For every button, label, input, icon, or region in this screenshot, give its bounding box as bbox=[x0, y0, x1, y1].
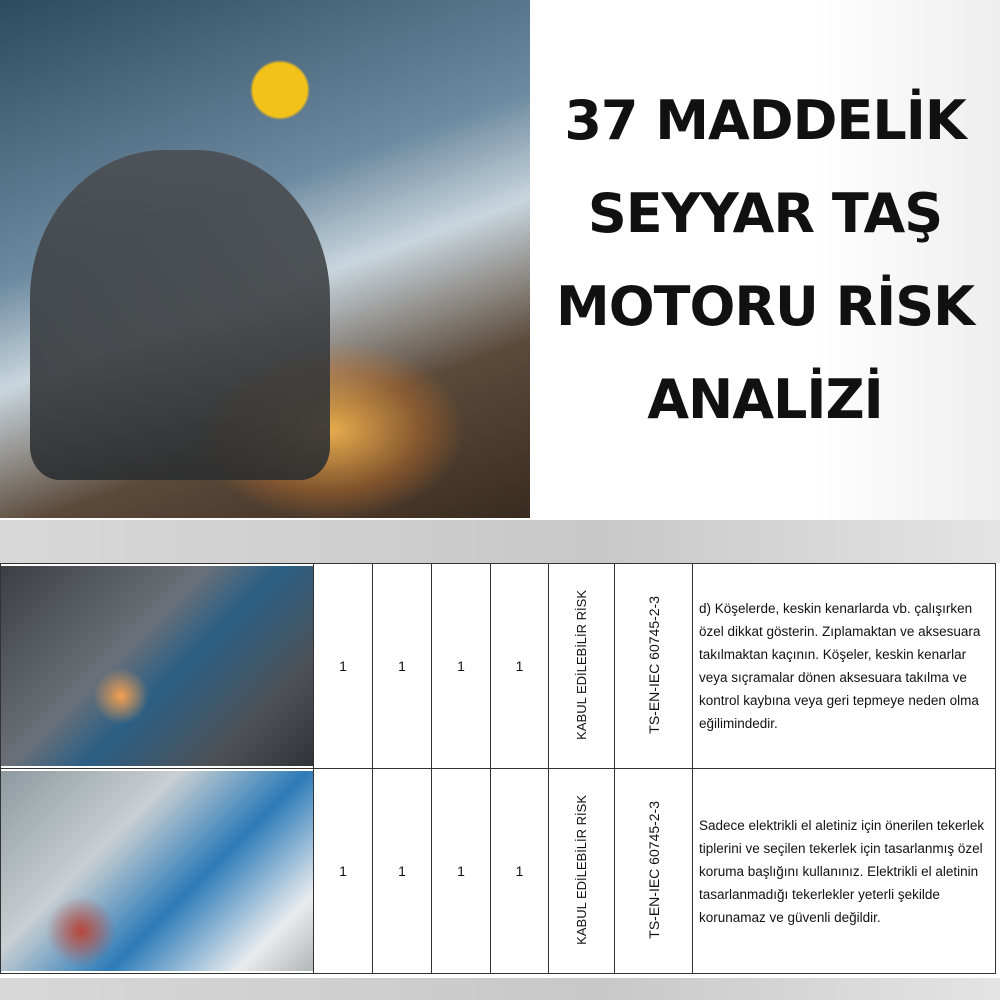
hero-photo-worker-grinding bbox=[0, 0, 530, 518]
score-cell: 1 bbox=[314, 564, 373, 769]
risk-level-cell bbox=[549, 564, 615, 769]
risk-level: KABUL EDİLEBİLİR RİSK bbox=[574, 794, 589, 945]
title-line: MOTORU RİSK bbox=[555, 275, 975, 338]
standard: TS-EN-IEC 60745-2-3 bbox=[645, 595, 662, 734]
risk-table-area bbox=[0, 563, 1000, 978]
standard: TS-EN-IEC 60745-2-3 bbox=[645, 800, 662, 939]
worker-figure bbox=[30, 150, 330, 480]
title-line: ANALİZİ bbox=[647, 368, 883, 431]
risk-level: KABUL EDİLEBİLİR RİSK bbox=[574, 589, 589, 740]
score-cell: 1 bbox=[432, 564, 491, 769]
row-photo bbox=[1, 564, 314, 769]
divider-band bbox=[0, 520, 1000, 563]
row-photo bbox=[1, 769, 314, 974]
title-line: 37 MADDELİK bbox=[564, 89, 966, 152]
description-cell: d) Köşelerde, keskin kenarlarda vb. çalışırken özel dikkat gösterin. Zıplamaktan ve aksesuara takılmaktan kaçının. Köşeler, keskin kenarlar veya sıçramalar dönen aksesuara takılma ve kontrol kaybına veya geri tepmeye neden olma eğilimindedir. bbox=[693, 564, 996, 769]
description-cell: Sadece elektrikli el aletiniz için önerilen tekerlek tiplerini ve seçilen tekerlek için tasarlanmış özel koruma başlığını kullanınız. Elektrikli el aletinin tasarlanmadığı tekerlekler yeterli şekilde korunamaz ve güvenli değildir. bbox=[693, 769, 996, 974]
standard-cell bbox=[615, 564, 693, 769]
table-row bbox=[1, 769, 996, 974]
standard-cell bbox=[615, 769, 693, 974]
table-row bbox=[1, 564, 996, 769]
title-panel bbox=[530, 0, 1000, 520]
score-cell: 1 bbox=[373, 564, 432, 769]
score-cell: 1 bbox=[314, 769, 373, 974]
score-cell: 1 bbox=[373, 769, 432, 974]
score-cell: 1 bbox=[491, 564, 549, 769]
score-cell: 1 bbox=[432, 769, 491, 974]
score-cell: 1 bbox=[491, 769, 549, 974]
grinder-photo bbox=[1, 771, 313, 971]
risk-level-cell bbox=[549, 769, 615, 974]
title-line: SEYYAR TAŞ bbox=[587, 182, 943, 245]
bottom-band bbox=[0, 978, 1000, 1000]
risk-table bbox=[0, 563, 996, 974]
page-title bbox=[556, 74, 974, 446]
grinder-photo bbox=[1, 566, 313, 766]
